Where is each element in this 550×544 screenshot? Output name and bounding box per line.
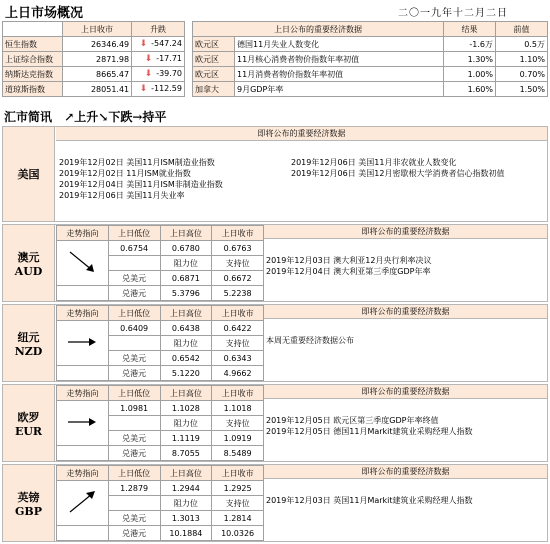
- index-change: -39.70: [156, 69, 182, 78]
- vs-hkd-label: 兑港元: [108, 286, 160, 301]
- down-right-arrow-icon: [64, 248, 100, 276]
- hkd-resistance: 5.1220: [160, 366, 212, 381]
- usd-support: 1.2814: [212, 511, 264, 526]
- event-item: 2019年12月06日 美国11月非农就业人数变化: [291, 158, 457, 167]
- down-arrow-icon: ⬇: [144, 54, 153, 64]
- currency-section-gbp: [2, 464, 548, 542]
- market-row: [3, 52, 185, 67]
- usd-support: 0.6672: [212, 271, 264, 286]
- vs-hkd-label: 兑港元: [108, 526, 160, 541]
- market-row: [3, 37, 185, 52]
- event-item: 本周无重要经济数据公布: [266, 336, 354, 345]
- close-value: 0.6422: [212, 321, 264, 336]
- usd-resistance: 0.6871: [160, 271, 212, 286]
- event-list: [266, 415, 473, 437]
- low-value: 0.6409: [108, 321, 160, 336]
- high-value: 1.2944: [160, 481, 212, 496]
- currency-table: [56, 305, 264, 381]
- index-name: 上证综合指数: [3, 52, 63, 67]
- econ-row: [193, 67, 548, 82]
- currency-name: 纽元: [17, 330, 40, 344]
- region-name: 美国: [17, 168, 40, 181]
- col-close: 上日收市: [212, 466, 264, 481]
- col-trend: 走势指向: [57, 226, 109, 241]
- index-change: -547.24: [151, 39, 182, 48]
- econ-region: 欧元区: [193, 37, 235, 52]
- econ-prev: 1.50%: [496, 82, 548, 97]
- col-trend: 走势指向: [57, 306, 109, 321]
- right-arrow-icon: [64, 328, 100, 356]
- event-item: 2019年12月06日 美国12月密歇根大学消费者信心指数初值: [291, 169, 505, 178]
- index-name: 恒生指数: [3, 37, 63, 52]
- econ-prev: 1.10%: [496, 52, 548, 67]
- col-trend: 走势指向: [57, 466, 109, 481]
- high-value: 1.1028: [160, 401, 212, 416]
- econ-prev: 0.70%: [496, 67, 548, 82]
- usd-support: 1.0919: [212, 431, 264, 446]
- col-high: 上日高位: [160, 306, 212, 321]
- currency-code: EUR: [14, 424, 43, 438]
- event-list: [266, 335, 354, 346]
- event-item: 2019年12月02日 11月ISM就业指数: [59, 169, 191, 178]
- trend-cell: [57, 481, 109, 526]
- index-close: 2871.98: [62, 52, 131, 67]
- right-arrow-icon: [64, 408, 100, 436]
- econ-prev: 0.5万: [496, 37, 548, 52]
- index-close: 26346.49: [62, 37, 131, 52]
- currency-region: [3, 225, 55, 301]
- currency-name: 英镑: [17, 490, 40, 504]
- hkd-support: 8.5489: [212, 446, 264, 461]
- usd-resistance: 1.3013: [160, 511, 212, 526]
- event-item: 2019年12月03日 英国11月Markit建筑业采购经理人指数: [266, 496, 473, 505]
- econ-col-prev: 前值: [496, 22, 548, 37]
- support-label: 支持位: [212, 496, 264, 511]
- low-value: 0.6754: [108, 241, 160, 256]
- col-high: 上日高位: [160, 386, 212, 401]
- econ-item: 9月GDP年率: [235, 82, 444, 97]
- event-item: 2019年12月03日 澳大利亚12月央行利率决议: [266, 256, 432, 265]
- page-title: 上日市场概况: [5, 6, 84, 21]
- col-close: 上日收市: [212, 226, 264, 241]
- currency-code: NZD: [14, 344, 43, 358]
- close-value: 1.1018: [212, 401, 264, 416]
- vs-usd-label: 兑美元: [108, 511, 160, 526]
- usa-section: [2, 126, 548, 222]
- down-arrow-icon: ⬇: [139, 84, 148, 94]
- currency-section-aud: [2, 224, 548, 302]
- resistance-label: 阻力位: [160, 416, 212, 431]
- vs-hkd-label: 兑港元: [108, 446, 160, 461]
- market-col-change: 升跌: [132, 22, 185, 37]
- event-item: 2019年12月05日 德国11月Markit建筑业采购经理人指数: [266, 427, 473, 436]
- trend-cell: [57, 321, 109, 366]
- low-value: 1.0981: [108, 401, 160, 416]
- market-row: [3, 67, 185, 82]
- hkd-resistance: 8.7055: [160, 446, 212, 461]
- down-arrow-icon: ⬇: [139, 39, 148, 49]
- econ-row: [193, 82, 548, 97]
- econ-region: 欧元区: [193, 67, 235, 82]
- col-high: 上日高位: [160, 466, 212, 481]
- currency-code: AUD: [14, 264, 43, 278]
- upcoming-title: 即将公布的重要经济数据: [264, 465, 547, 479]
- col-low: 上日低位: [108, 466, 160, 481]
- hkd-resistance: 5.3796: [160, 286, 212, 301]
- col-close: 上日收市: [212, 386, 264, 401]
- event-list: [266, 495, 473, 506]
- market-row: [3, 82, 185, 97]
- down-arrow-icon: ⬇: [144, 69, 153, 79]
- col-low: 上日低位: [108, 306, 160, 321]
- usd-resistance: 1.1119: [160, 431, 212, 446]
- vs-usd-label: 兑美元: [108, 351, 160, 366]
- currency-section-eur: [2, 384, 548, 462]
- region-usa: [3, 127, 55, 221]
- econ-result: 1.30%: [444, 52, 496, 67]
- vs-usd-label: 兑美元: [108, 271, 160, 286]
- fx-title: 汇市简讯: [4, 110, 53, 124]
- hkd-support: 10.0326: [212, 526, 264, 541]
- hkd-resistance: 10.1884: [160, 526, 212, 541]
- econ-result: 1.60%: [444, 82, 496, 97]
- vs-usd-label: 兑美元: [108, 431, 160, 446]
- high-value: 0.6780: [160, 241, 212, 256]
- up-right-arrow-icon: [64, 488, 100, 516]
- currency-name: 澳元: [17, 250, 40, 264]
- currency-table: [56, 465, 264, 541]
- close-value: 0.6763: [212, 241, 264, 256]
- usd-support: 0.6343: [212, 351, 264, 366]
- hkd-support: 4.9662: [212, 366, 264, 381]
- upcoming-title: 即将公布的重要经济数据: [264, 225, 547, 239]
- resistance-label: 阻力位: [160, 496, 212, 511]
- low-value: 1.2879: [108, 481, 160, 496]
- currency-region: [3, 385, 55, 461]
- econ-table: [192, 21, 548, 97]
- index-close: 8665.47: [62, 67, 131, 82]
- trend-legend: ↗上升↘下跌→持平: [64, 110, 167, 124]
- currency-table: [56, 225, 264, 301]
- currency-region: [3, 465, 55, 541]
- support-label: 支持位: [212, 256, 264, 271]
- index-close: 28051.41: [62, 82, 131, 97]
- close-value: 1.2925: [212, 481, 264, 496]
- upcoming-title: 即将公布的重要经济数据: [264, 305, 547, 319]
- col-high: 上日高位: [160, 226, 212, 241]
- usd-resistance: 0.6542: [160, 351, 212, 366]
- econ-result: -1.6万: [444, 37, 496, 52]
- upcoming-title: 即将公布的重要经济数据: [56, 127, 547, 141]
- trend-cell: [57, 241, 109, 286]
- col-close: 上日收市: [212, 306, 264, 321]
- event-item: 2019年12月05日 欧元区第三季度GDP年率终值: [266, 416, 439, 425]
- currency-region: [3, 305, 55, 381]
- trend-cell: [57, 401, 109, 446]
- event-item: 2019年12月02日 美国11月ISM制造业指数: [59, 158, 215, 167]
- support-label: 支持位: [212, 416, 264, 431]
- col-low: 上日低位: [108, 226, 160, 241]
- upcoming-title: 即将公布的重要经济数据: [264, 385, 547, 399]
- econ-region: 欧元区: [193, 52, 235, 67]
- index-name: 道琼斯指数: [3, 82, 63, 97]
- econ-col-title: 上日公布的重要经济数据: [193, 22, 444, 37]
- market-col-close: 上日收市: [62, 22, 131, 37]
- currency-table: [56, 385, 264, 461]
- currency-code: GBP: [15, 504, 42, 518]
- econ-item: 11月核心消费者物价指数年率初值: [235, 52, 444, 67]
- econ-result: 1.00%: [444, 67, 496, 82]
- event-list: [266, 255, 431, 277]
- event-item: 2019年12月04日 澳大利亚第三季度GDP年率: [266, 267, 431, 276]
- econ-item: 德国11月失业人数变化: [235, 37, 444, 52]
- currency-section-nzd: [2, 304, 548, 382]
- index-name: 纳斯达克指数: [3, 67, 63, 82]
- econ-item: 11月消费者物价指数年率初值: [235, 67, 444, 82]
- high-value: 0.6438: [160, 321, 212, 336]
- econ-row: [193, 37, 548, 52]
- col-trend: 走势指向: [57, 386, 109, 401]
- resistance-label: 阻力位: [160, 336, 212, 351]
- event-item: 2019年12月06日 美国11月失业率: [59, 191, 185, 200]
- index-change: -17.71: [156, 54, 182, 63]
- econ-region: 加拿大: [193, 82, 235, 97]
- support-label: 支持位: [212, 336, 264, 351]
- col-low: 上日低位: [108, 386, 160, 401]
- currency-name: 欧罗: [17, 410, 40, 424]
- index-change: -112.59: [151, 84, 182, 93]
- vs-hkd-label: 兑港元: [108, 366, 160, 381]
- market-table: [2, 21, 185, 97]
- event-item: 2019年12月04日 美国11月ISM非制造业指数: [59, 180, 223, 189]
- hkd-support: 5.2238: [212, 286, 264, 301]
- resistance-label: 阻力位: [160, 256, 212, 271]
- econ-col-result: 结果: [444, 22, 496, 37]
- econ-row: [193, 52, 548, 67]
- report-date: 二〇一九年十二月二日: [398, 8, 508, 19]
